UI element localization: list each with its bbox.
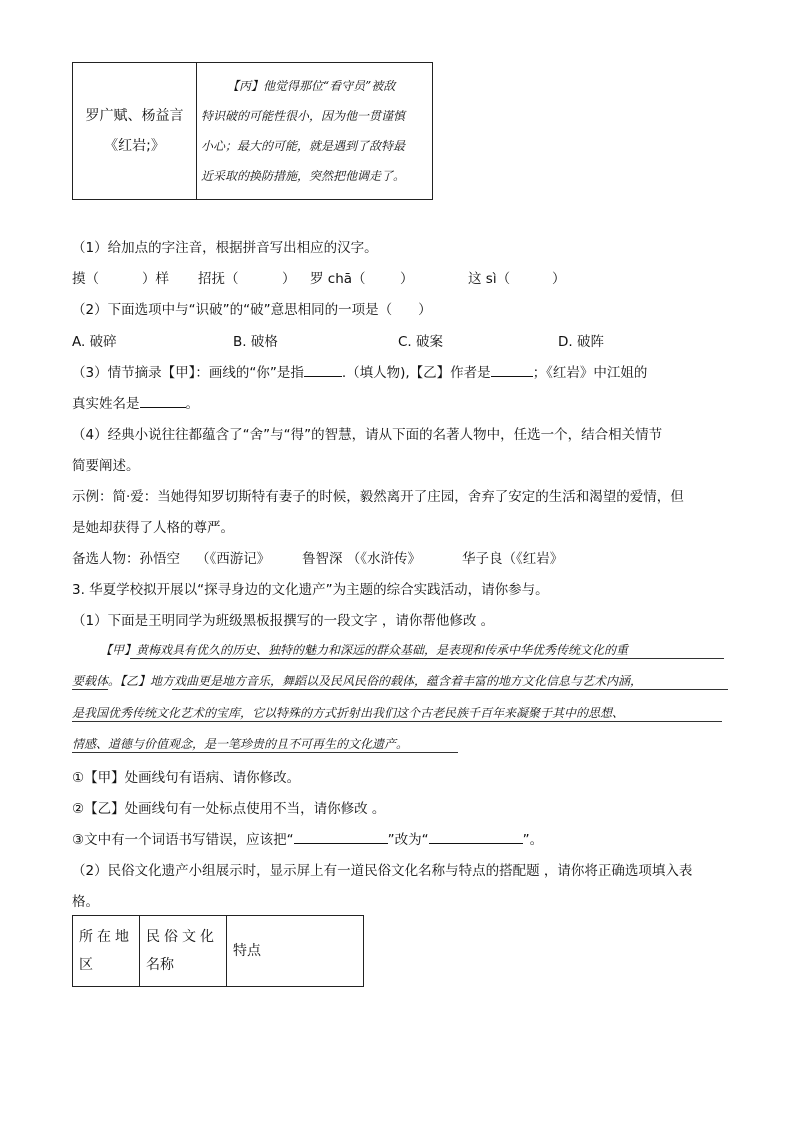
answer-blank[interactable] [491, 362, 533, 377]
excerpt-text-cell [197, 63, 433, 200]
answer-blank[interactable] [294, 829, 388, 844]
task-3-part: ”。 [522, 832, 544, 848]
q1-item: 招抚（ [198, 271, 239, 287]
q2-paren: ） [418, 302, 432, 318]
task-3-part: ③文中有一个词语书写错误，应该把“ [72, 832, 294, 848]
header-text: 名称 [146, 957, 174, 973]
q3-line2-text: 真实姓名是 [72, 396, 140, 412]
excerpt-author: 罗广赋、杨益言 [85, 108, 184, 124]
underline [130, 658, 724, 659]
q2-label [72, 298, 432, 318]
excerpt-line: 近采取的换防措施，突然把他调走了。 [201, 169, 406, 183]
excerpt-source-cell [73, 63, 197, 200]
q1-label: （1）给加点的字注音，根据拼音写出相应的汉字。 [72, 240, 378, 256]
q2-option-b: B. 破格 [233, 334, 278, 350]
question-3-title: 3. 华夏学校拟开展以“探寻身边的文化遗产”为主题的综合实践活动，请你参与。 [72, 582, 549, 598]
question-3-sub1: （1）下面是王明同学为班级黑板报撰写的一段文字 ，请你帮他修改 。 [72, 613, 495, 629]
excerpt-line: 【丙】他觉得那位“看守员”被敌 [227, 79, 396, 93]
q4-candidate: （《西游记》 [196, 551, 271, 567]
q1-item: 罗 chā（ [310, 271, 366, 287]
table-header-name [140, 916, 227, 987]
excerpt-line: 特识破的可能性很小，因为他一贯谨慎 [201, 109, 406, 123]
excerpt-book: 《红岩;》 [104, 138, 165, 154]
q3-line1 [72, 361, 647, 381]
q3-line2-end: 。 [185, 396, 199, 412]
q1-item: 这 sì（ [468, 271, 511, 287]
passage-line: 【甲】黄梅戏具有优久的历史、独特的魅力和深远的群众基础，是表现和传承中华优秀传统文化的重 [100, 643, 629, 657]
q4-line: 简要阐述。 [72, 458, 140, 474]
q3-line2 [72, 392, 199, 412]
task-1: ①【甲】处画线句有语病、请你修改。 [72, 770, 301, 786]
q4-example: 是她却获得了人格的尊严。 [72, 520, 234, 536]
answer-blank[interactable] [429, 829, 523, 844]
q4-example: 示例：简·爱：当她得知罗切斯特有妻子的时候，毅然离开了庄园，舍弃了安定的生活和渴望的爱情，但 [72, 489, 684, 505]
q3-part1: （3）情节摘录【甲】：画线的“你”是指 [72, 365, 304, 381]
q1-item: 摸（ [72, 271, 99, 287]
excerpt-line: 小心；最大的可能，就是遇到了敌特最 [201, 139, 406, 153]
q4-candidate: 华子良（《红岩》 [462, 551, 564, 567]
q1-item: ） [282, 271, 296, 287]
underline [72, 752, 458, 753]
header-text: 区 [79, 957, 93, 973]
question-3-sub2: （2）民俗文化遗产小组展示时，显示屏上有一道民俗文化名称与特点的搭配题 ，请你将正确选项填入表 [72, 863, 693, 879]
q2-option-d: D. 破阵 [558, 334, 604, 350]
answer-blank[interactable] [304, 362, 342, 377]
table-header-feature: 特点 [227, 916, 364, 987]
underline [172, 689, 728, 690]
q1-item: ）样 [142, 271, 169, 287]
excerpt-table [72, 62, 433, 200]
passage-line: 情感、道德与价值观念，是一笔珍贵的且不可再生的文化遗产。 [72, 737, 409, 751]
q2-option-c: C. 破案 [398, 334, 444, 350]
q2-stem: （2）下面选项中与“识破”的“破”意思相同的一项是（ [72, 302, 393, 318]
q4-candidates-label: 备选人物：孙悟空 [72, 551, 180, 567]
q4-line: （4）经典小说往往都蕴含了“舍”与“得”的智慧，请从下面的名著人物中，任选一个，结合相关情节 [72, 427, 663, 443]
underline [72, 689, 108, 690]
task-2: ②【乙】处画线句有一处标点使用不当，请你修改 。 [72, 801, 386, 817]
folk-culture-table [72, 915, 364, 987]
q4-candidate: 鲁智深 （《水浒传》 [302, 551, 422, 567]
header-text: 所在地 [79, 929, 133, 945]
task-3-part: ”改为“ [387, 832, 429, 848]
q1-item: ） [552, 271, 566, 287]
question-3-sub2: 格。 [72, 894, 99, 910]
q3-part2: .（填人物),【乙】作者是 [341, 365, 491, 381]
header-text: 民俗文化 [146, 929, 218, 945]
table-header-region [73, 916, 140, 987]
q3-part3: ；《红岩》中江姐的 [532, 365, 648, 381]
q1-item: ） [400, 271, 414, 287]
task-3 [72, 828, 543, 848]
q2-option-a: A. 破碎 [72, 334, 117, 350]
underline [72, 721, 722, 722]
passage-line: 是我国优秀传统文化艺术的宝库，它以特殊的方式折射出我们这个古老民族千百年来凝聚于其中的思想、 [72, 706, 625, 720]
answer-blank[interactable] [140, 393, 186, 408]
passage-line: 要载体。【乙】地方戏曲更是地方音乐，舞蹈以及民风民俗的载体，蕴含着丰富的地方文化信息与艺术内涵， [72, 674, 643, 688]
